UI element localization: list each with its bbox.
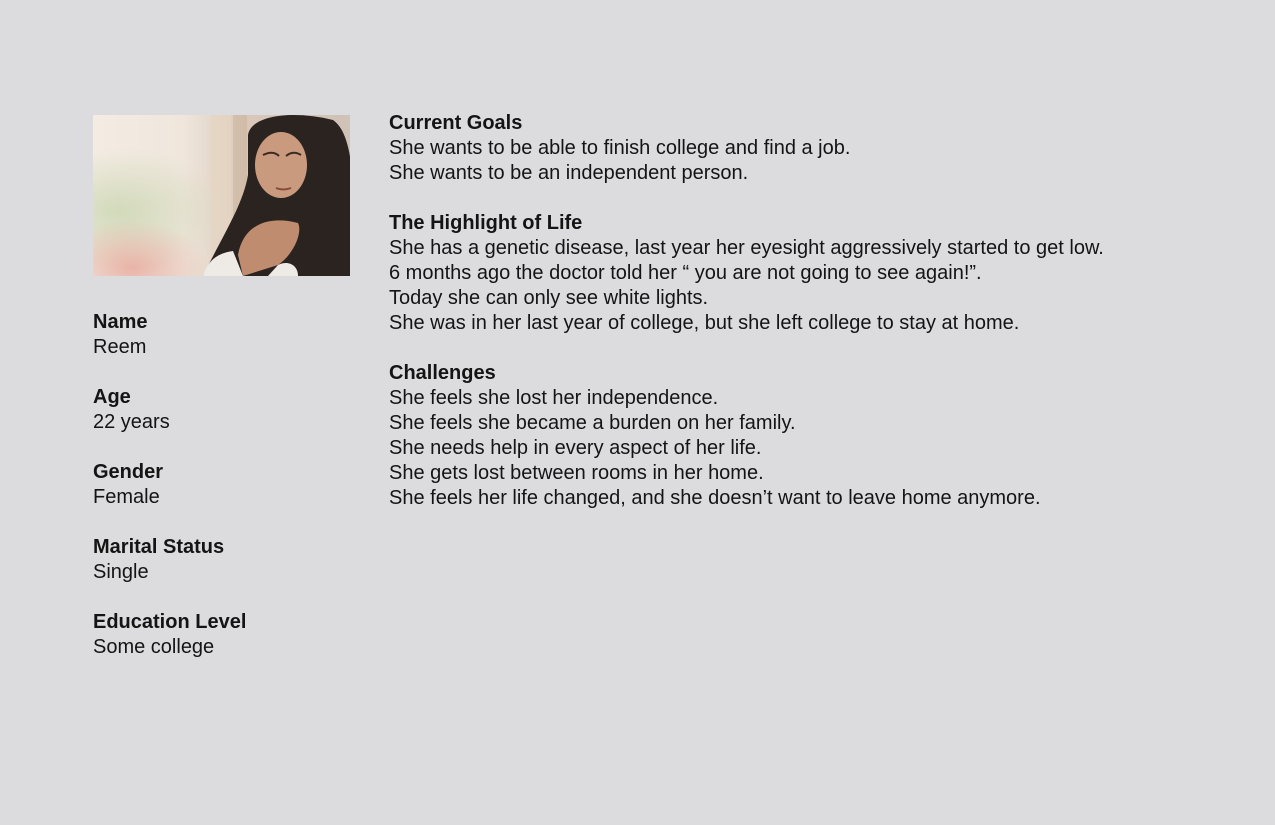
field-gender [93, 460, 363, 510]
field-education-level-label: Education Level [93, 611, 247, 633]
persona-details [389, 111, 1229, 536]
section-line: She feels her life changed, and she doesn’t want to leave home anymore. [389, 487, 1041, 509]
field-name [93, 310, 363, 360]
section-heading: Current Goals [389, 112, 523, 134]
persona-photo-illustration [93, 115, 350, 276]
section-line: She wants to be an independent person. [389, 162, 749, 184]
field-education-level-value: Some college [93, 636, 215, 658]
section-line: She feels she lost her independence. [389, 387, 719, 409]
field-marital-status [93, 535, 363, 585]
section-line: She has a genetic disease, last year her eyesight aggressively started to get low. [389, 237, 1104, 259]
field-name-value: Reem [93, 336, 147, 358]
section-heading: Challenges [389, 362, 496, 384]
section-line: 6 months ago the doctor told her “ you are not going to see again!”. [389, 262, 982, 284]
field-name-label: Name [93, 311, 148, 333]
section-highlight-of-life [389, 211, 1229, 336]
field-gender-value: Female [93, 486, 160, 508]
section-line: She needs help in every aspect of her life. [389, 437, 762, 459]
field-marital-status-label: Marital Status [93, 536, 225, 558]
section-line: She was in her last year of college, but she left college to stay at home. [389, 312, 1020, 334]
section-current-goals [389, 111, 1229, 186]
field-gender-label: Gender [93, 461, 164, 483]
field-age-label: Age [93, 386, 131, 408]
persona-photo [93, 115, 350, 276]
section-line: Today she can only see white lights. [389, 287, 709, 309]
section-line: She gets lost between rooms in her home. [389, 462, 764, 484]
field-age-value: 22 years [93, 411, 170, 433]
section-challenges [389, 361, 1229, 511]
field-marital-status-value: Single [93, 561, 149, 583]
section-heading: The Highlight of Life [389, 212, 583, 234]
field-age [93, 385, 363, 435]
field-education-level [93, 610, 363, 660]
profile-fields [93, 310, 363, 685]
section-line: She wants to be able to finish college and find a job. [389, 137, 851, 159]
section-line: She feels she became a burden on her family. [389, 412, 796, 434]
